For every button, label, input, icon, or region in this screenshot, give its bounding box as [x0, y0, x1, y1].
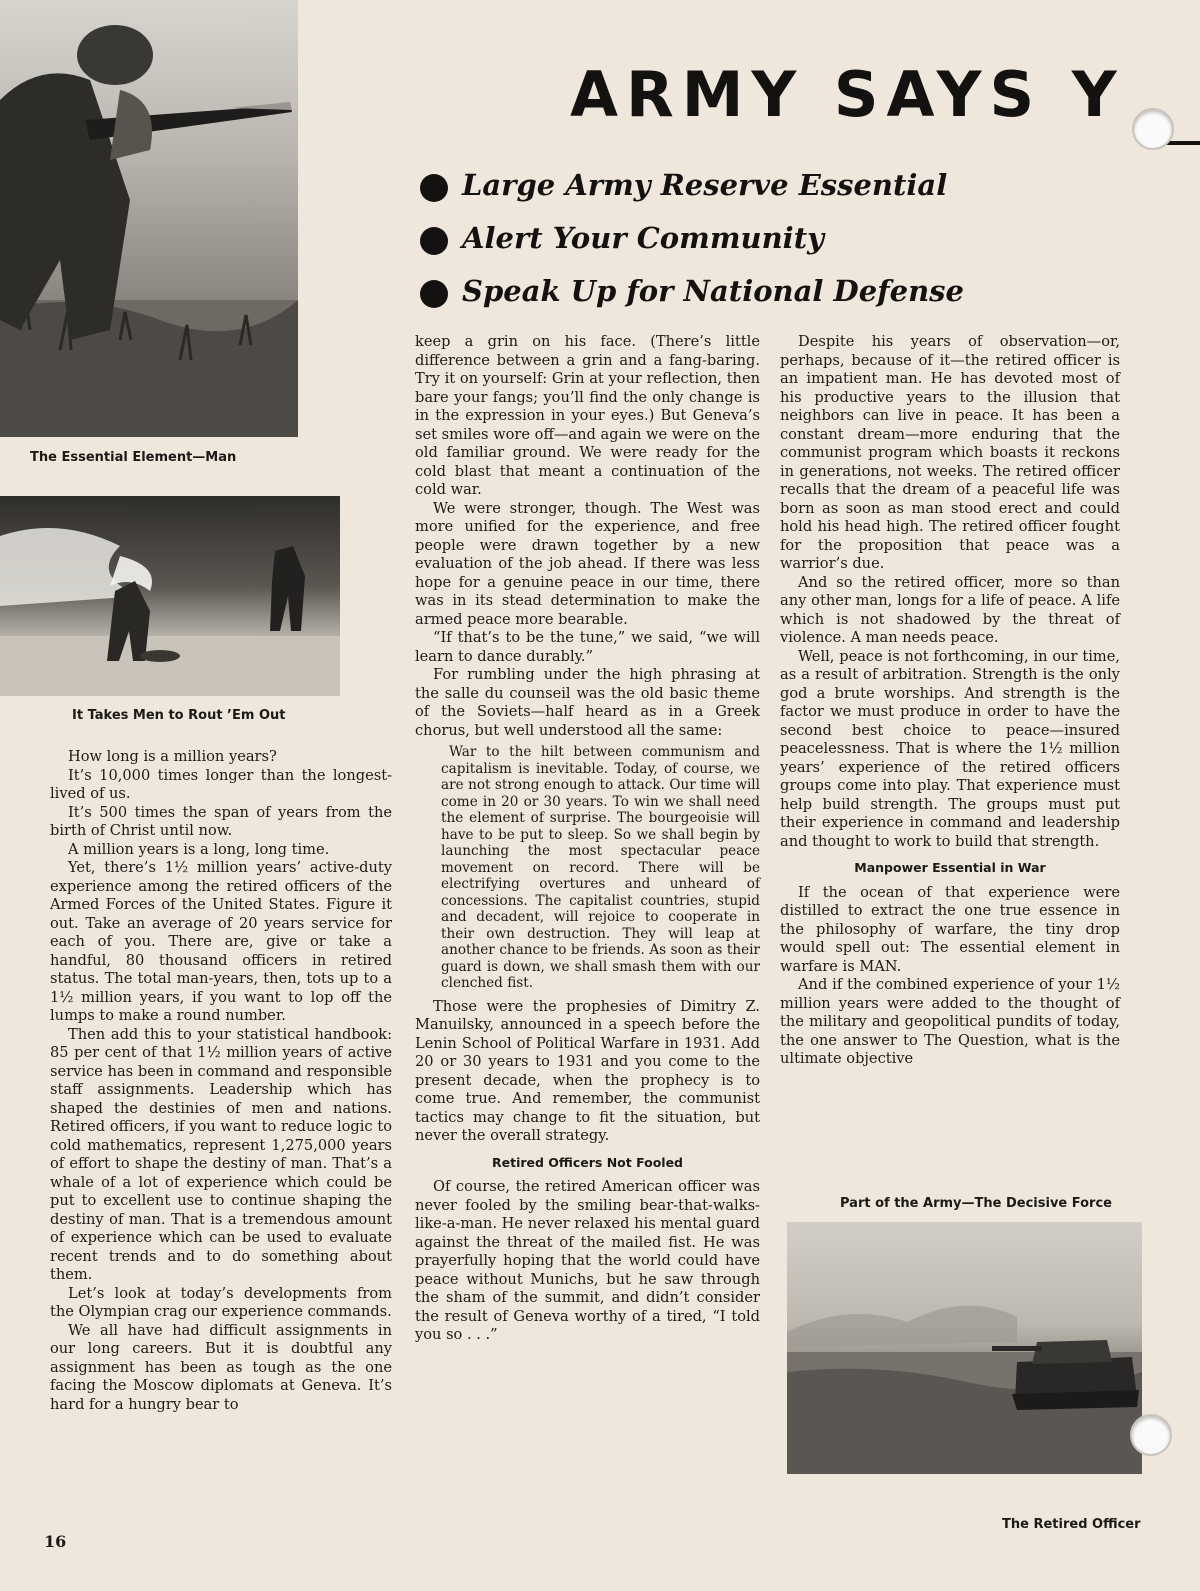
paragraph: It’s 10,000 times longer than the longest-lived of us. — [50, 766, 392, 802]
bullet-dot-icon — [420, 280, 448, 308]
photo-soldier-bayonet — [0, 0, 298, 437]
paragraph: Despite his years of observation—or, perhaps, because of it—the retired officer is an impatient man. He has devoted most of his productive years to the illusion that neighbors can live in peace. It has been a constant dream—more enduring that the communist program which boasts it reckons in generations, not weeks. The retired officer recalls that the dream of a peaceful life was born as soon as man stood erect and could hold his head high. The retired officer fought for the proposition that peace was a warrior’s due. — [780, 333, 1120, 572]
paragraph: We were stronger, though. The West was more unified for the experience, and free people were drawn together by a new evaluation of the job ahead. If there was less hope for a genuine peace in our time, there was in its stead determination to make the armed peace more bearable. — [415, 499, 760, 628]
bullet-dot-icon — [420, 174, 448, 202]
paragraph: And so the retired officer, more so than any other man, longs for a life of peace. A life which is not shadowed by the threat of violence. A man needs peace. — [780, 573, 1120, 646]
paragraph: Yet, there’s 1½ million years’ active-duty experience among the retired officers of the Armed Forces of the United States. Figure it out. Take an average of 20 years service for each of you. There are, give or take a handful, 80 thousand officers in retired status. The total man-years, then, tots up to a 1½ million years, if you want to lop off the lumps to make a round number. — [50, 859, 392, 1024]
article-column-2 — [415, 333, 760, 1345]
binder-hole-top — [1132, 108, 1174, 150]
headline: ARMY SAYS Y — [570, 58, 1125, 131]
paragraph: Those were the prophesies of Dimitry Z. Manuilsky, announced in a speech before the Lenin School of Political Warfare in 1931. Add 20 or 30 years to 1931 and you come to the present decade, when the prophecy is to come true. And remember, the communist tactics may change to fit the situation, but never the overall strategy. — [415, 997, 760, 1144]
paragraph: keep a grin on his face. (There’s little difference between a grin and a fang-baring. Try it on yourself: Grin at your reflection, then bare your fangs; you’ll find the only change is in the expression in your eyes.) But Geneva’s set smiles wore off—and again we were on the old familiar ground. We were ready for the cold blast that meant a continuation of the cold war. — [415, 333, 760, 498]
paragraph: A million years is a long, long time. — [68, 840, 330, 858]
publication-name: The Retired Officer — [1002, 1517, 1141, 1532]
photo3-caption: Part of the Army—The Decisive Force — [840, 1196, 1112, 1211]
paragraph: And if the combined experience of your 1½ million years were added to the thought of the military and geopolitical pundits of today, the one answer to The Question, what is the ultimate objective — [780, 976, 1120, 1067]
photo1-caption: The Essential Element—Man — [30, 450, 237, 465]
paragraph: Of course, the retired American officer was never fooled by the smiling bear-that-walks-like-a-man. He never relaxed his mental guard against the threat of the mailed fist. He was prayerfully hoping that the world could have peace without Munichs, but he saw through the sham of the summit, and didn’t consider the result of Geneva worthy of a tired, “I told you so . . .” — [415, 1178, 760, 1343]
paragraph: We all have had difficult assignments in our long careers. But it is doubtful any assignment has been as tough as the one facing the Moscow diplomats at Geneva. It’s hard for a hungry bear to — [50, 1321, 392, 1413]
photo-flamethrower — [0, 496, 340, 696]
photo-tank — [787, 1222, 1142, 1474]
paragraph: Let’s look at today’s developments from the Olympian crag our experience commands. — [50, 1284, 392, 1320]
paragraph: Then add this to your statistical handbook: 85 per cent of that 1½ million years of active service has been in command and responsible staff assignments. Leadership which has shaped the destinies of men and nations. Retired officers, if you want to reduce logic to cold mathematics, represent 1,275,000 years of effort to shape the destiny of man. That’s a whale of a lot of experience which could be put to excellent use to continue shaping the destiny of man. That is a tremendous amount of experience which can be used to evaluate recent trends and to do something about them. — [50, 1025, 392, 1283]
paragraph: For rumbling under the high phrasing at the salle du counseil was the old basic theme of the Soviets—half heard as in a Greek chorus, but well understood all the same: — [415, 666, 760, 739]
manuilsky-quote: War to the hilt between communism and capitalism is inevitable. Today, of course, we are not strong enough to attack. Our time will come in 20 or 30 years. To win we shall need the element of surprise. The bourgeoisie will have to be put to sleep. So we shall begin by launching the most spectacular peace movement on record. There will be electrifying overtures and unheard of concessions. The capitalist countries, stupid and decadent, will rejoice to cooperate in their own destruction. They will leap at another chance to be friends. As soon as their guard is down, we shall smash them with our clenched fist. — [441, 744, 760, 991]
article-column-3 — [780, 333, 1120, 1069]
paragraph: Well, peace is not forthcoming, in our time, as a result of arbitration. Strength is the only god a brute worships. And strength is the factor we must produce in order to have the second best choice to peace—insured peacelessness. That is where the 1½ million years’ experience of the retired officers groups come into play. That experience must help build strength. The groups must put their experience in command and leadership and thought to work to build that strength. — [780, 647, 1120, 850]
subhead-manpower: Manpower Essential in War — [854, 860, 1046, 875]
binder-hole-bottom — [1130, 1414, 1172, 1456]
subhead-retired-officers: Retired Officers Not Fooled — [491, 1154, 683, 1170]
page-number: 16 — [44, 1532, 67, 1551]
paragraph: “If that’s to be the tune,” we said, “we will learn to dance durably.” — [415, 629, 760, 665]
paragraph: If the ocean of that experience were distilled to extract the one true essence in the philosophy of warfare, the tiny drop would spell out: The essential element in warfare is MAN. — [780, 883, 1120, 975]
article-column-1 — [50, 748, 392, 1414]
paragraph: How long is a million years? — [68, 748, 277, 765]
bullet-dot-icon — [420, 227, 448, 255]
paragraph: It’s 500 times the span of years from the birth of Christ until now. — [50, 803, 392, 839]
photo2-caption: It Takes Men to Rout ’Em Out — [72, 708, 286, 723]
